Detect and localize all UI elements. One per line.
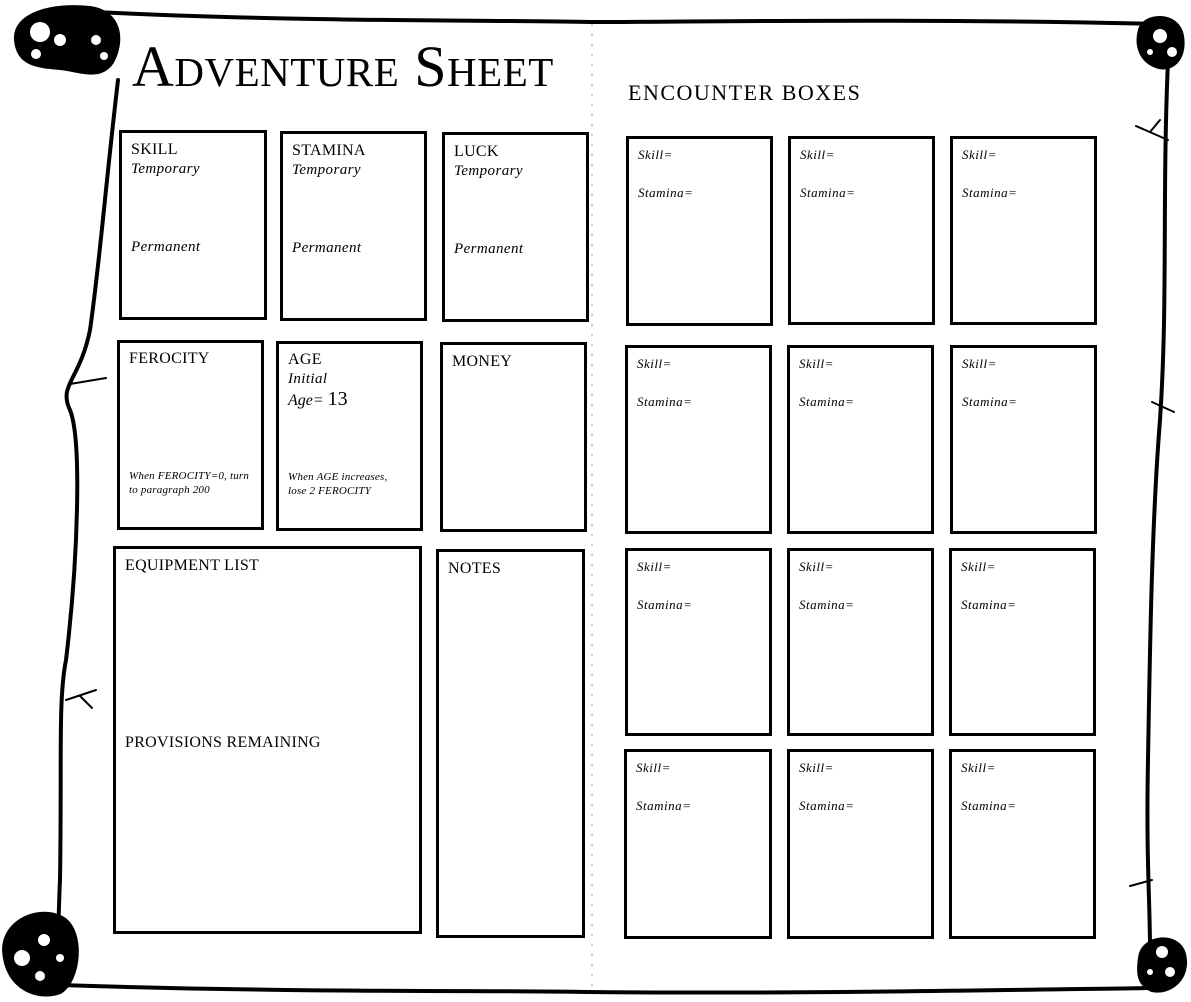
encounter-stamina-label: Stamina= [962, 394, 1018, 409]
encounter-skill-label: Skill= [636, 760, 671, 775]
encounter-skill-label: Skill= [962, 356, 997, 371]
encounter-box[interactable] [625, 548, 772, 736]
luck-label: LUCK [454, 143, 499, 160]
sheet-title: Adventure Sheet [132, 34, 554, 99]
encounter-stamina-label: Stamina= [799, 597, 855, 612]
notes-label: NOTES [448, 560, 502, 577]
equipment-box[interactable] [113, 546, 422, 934]
encounter-stamina-label: Stamina= [961, 597, 1017, 612]
age-label: AGE [288, 351, 322, 368]
ferocity-note: When FEROCITY=0, turn to paragraph 200 [129, 470, 250, 496]
encounter-skill-label: Skill= [962, 147, 997, 162]
encounter-title: ENCOUNTER BOXES [628, 80, 862, 105]
money-box[interactable] [440, 342, 587, 532]
skill-box[interactable] [119, 130, 267, 320]
skill-label: SKILL [131, 141, 178, 158]
encounter-box[interactable] [788, 136, 935, 325]
encounter-skill-label: Skill= [799, 559, 834, 574]
provisions-label: PROVISIONS REMAINING [125, 734, 321, 751]
encounter-skill-label: Skill= [799, 356, 834, 371]
stamina-box[interactable] [280, 131, 427, 321]
encounter-stamina-label: Stamina= [961, 798, 1017, 813]
age-prefix: Age= [288, 392, 324, 409]
encounter-stamina-label: Stamina= [800, 185, 856, 200]
encounter-stamina-label: Stamina= [636, 798, 692, 813]
age-initial-label: Initial [288, 371, 328, 387]
encounter-skill-label: Skill= [638, 147, 673, 162]
equipment-label: EQUIPMENT LIST [125, 557, 260, 574]
money-label: MONEY [452, 353, 513, 370]
luck-temporary-label: Temporary [454, 163, 523, 179]
encounter-skill-label: Skill= [799, 760, 834, 775]
notes-box[interactable] [436, 549, 585, 938]
skill-temporary-label: Temporary [131, 161, 200, 177]
skill-permanent-label: Permanent [131, 239, 201, 255]
encounter-box[interactable] [950, 136, 1097, 325]
age-value: 13 [327, 388, 348, 410]
encounter-skill-label: Skill= [961, 559, 996, 574]
encounter-stamina-label: Stamina= [962, 185, 1018, 200]
encounter-stamina-label: Stamina= [799, 798, 855, 813]
encounter-skill-label: Skill= [637, 356, 672, 371]
ferocity-label: FEROCITY [129, 350, 210, 367]
encounter-skill-label: Skill= [961, 760, 996, 775]
age-value-row [288, 388, 348, 411]
encounter-box[interactable] [787, 345, 934, 534]
encounter-stamina-label: Stamina= [637, 394, 693, 409]
encounter-box[interactable] [950, 345, 1097, 534]
ferocity-box[interactable] [117, 340, 264, 530]
encounter-stamina-label: Stamina= [637, 597, 693, 612]
stamina-label: STAMINA [292, 142, 366, 159]
age-note: When AGE increases, lose 2 FEROCITY [288, 471, 388, 497]
encounter-box[interactable] [949, 548, 1096, 736]
encounter-skill-label: Skill= [637, 559, 672, 574]
stamina-temporary-label: Temporary [292, 162, 361, 178]
encounter-skill-label: Skill= [800, 147, 835, 162]
encounter-box[interactable] [787, 548, 934, 736]
stamina-permanent-label: Permanent [292, 240, 362, 256]
luck-box[interactable] [442, 132, 589, 322]
encounter-stamina-label: Stamina= [799, 394, 855, 409]
encounter-stamina-label: Stamina= [638, 185, 694, 200]
encounter-box[interactable] [626, 136, 773, 326]
encounter-box[interactable] [625, 345, 772, 534]
encounter-box[interactable] [787, 749, 934, 939]
encounter-box[interactable] [624, 749, 772, 939]
age-box[interactable] [276, 341, 423, 531]
luck-permanent-label: Permanent [454, 241, 524, 257]
encounter-box[interactable] [949, 749, 1096, 939]
